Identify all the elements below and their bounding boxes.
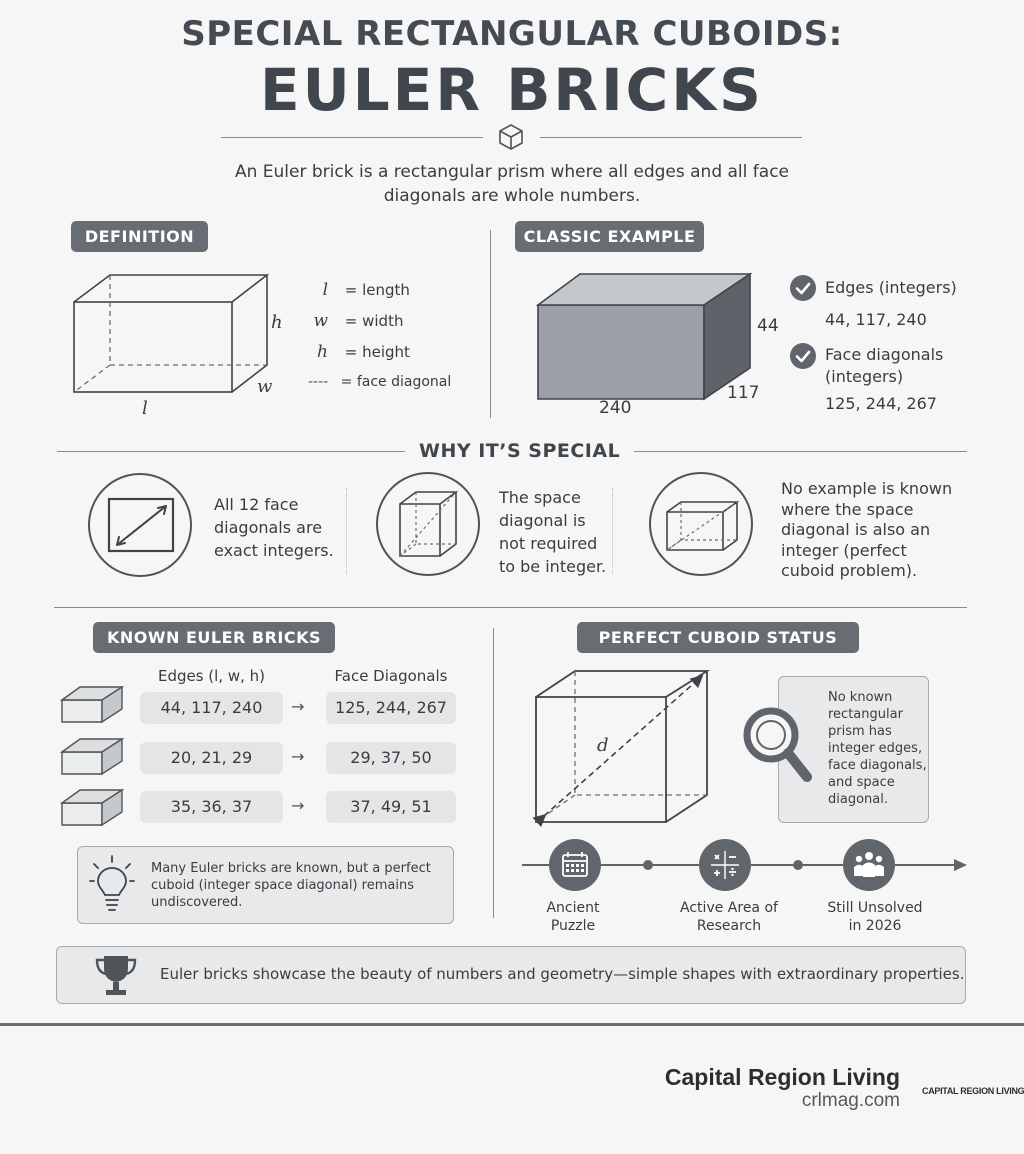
arrow-icon: →: [291, 697, 305, 716]
title-top: SPECIAL RECTANGULAR CUBOIDS:: [181, 14, 843, 54]
footer-brand: Capital Region Living: [664, 1064, 900, 1090]
why-line: diagonal is: [499, 511, 586, 530]
why-line: The space: [499, 488, 581, 507]
diagonals-label: Face diagonals: [825, 345, 944, 364]
page-title: EULER BRICKS: [260, 56, 764, 124]
brick-icon: [60, 684, 126, 726]
people-group-icon: [843, 839, 895, 891]
why-text-1: [214, 493, 334, 562]
note-line: rectangular: [828, 707, 903, 722]
footer-url: crlmag.com: [801, 1090, 900, 1111]
legend-height: [308, 342, 410, 362]
why-line: integer (perfect: [781, 540, 907, 560]
label-l: l: [142, 398, 148, 419]
timeline-circle-3: [843, 839, 895, 891]
why-text-2: [499, 486, 606, 578]
brick-diagonals: 37, 49, 51: [326, 791, 456, 823]
math-symbols-icon: [699, 839, 751, 891]
legend-face-diagonal: [308, 374, 451, 390]
why-line: All 12 face: [214, 495, 299, 514]
perfect-note-text: [828, 689, 927, 808]
diagonals-label-2: (integers): [825, 367, 904, 386]
edges-label: Edges (integers): [825, 278, 957, 297]
timeline-line-text: Still Unsolved: [827, 900, 923, 916]
column-header-edges: Edges (l, w, h): [157, 667, 266, 685]
trophy-icon: [94, 952, 138, 1000]
section-divider-top: [490, 230, 491, 418]
timeline-dot: [643, 860, 653, 870]
why-circle-2: [376, 472, 480, 576]
legend-symbol: l: [322, 280, 328, 300]
why-line: exact integers.: [214, 541, 334, 560]
legend-symbol: h: [317, 342, 328, 362]
legend-symbol: ----: [308, 374, 329, 390]
note-line: cuboid (integer space diagonal) remains: [151, 878, 414, 893]
note-line: and space: [828, 775, 895, 790]
dim-length: 240: [599, 398, 632, 418]
why-line: cuboid problem).: [781, 561, 918, 580]
label-h: h: [271, 312, 283, 333]
timeline-line-text: Active Area of: [680, 900, 778, 916]
brick-diagonals: 29, 37, 50: [326, 742, 456, 774]
definition-tag: DEFINITION: [71, 221, 208, 252]
check-icon: [790, 343, 816, 369]
why-line: where the space: [781, 499, 914, 519]
why-line: to be integer.: [499, 557, 607, 576]
timeline-dot: [793, 860, 803, 870]
note-line: Many Euler bricks are known, but a perfect: [151, 861, 431, 876]
section-divider-bottom: [493, 628, 494, 918]
brick-edges: 35, 36, 37: [140, 791, 283, 823]
timeline-arrow-icon: [954, 858, 968, 872]
timeline-circle-1: [549, 839, 601, 891]
label-d: d: [597, 735, 609, 756]
perfect-cuboid-icon: [651, 474, 751, 574]
classic-example-tag: CLASSIC EXAMPLE: [515, 221, 704, 252]
arrow-icon: →: [291, 796, 305, 815]
timeline-label-3: [815, 899, 935, 935]
footer-divider: [0, 1023, 1024, 1026]
note-line: face diagonals,: [828, 758, 927, 773]
brick-edges: 44, 117, 240: [140, 692, 283, 724]
legend-text: = face diagonal: [340, 374, 452, 390]
dim-height: 44: [757, 316, 779, 336]
cube-icon: [496, 122, 526, 152]
why-separator: [346, 488, 347, 574]
legend-text: = length: [344, 281, 410, 299]
brick-icon: [60, 787, 126, 829]
brick-icon: [60, 736, 126, 778]
timeline-label-2: [670, 899, 788, 935]
timeline-line-text: Puzzle: [550, 918, 596, 934]
edges-value: 44, 117, 240: [825, 310, 927, 329]
title-divider-left: [221, 137, 483, 138]
why-separator: [612, 488, 613, 574]
perfect-cuboid-tag: PERFECT CUBOID STATUS: [577, 622, 859, 653]
diagonal-arrow-icon: [90, 475, 190, 575]
arrow-icon: →: [291, 747, 305, 766]
why-circle-3: [649, 472, 753, 576]
timeline-circle-2: [699, 839, 751, 891]
why-circle-1: [88, 473, 192, 577]
column-header-diagonals: Face Diagonals: [334, 667, 448, 685]
why-text-3: [781, 479, 952, 582]
check-icon: [790, 275, 816, 301]
classic-brick-diagram: [530, 266, 760, 406]
dim-width: 117: [727, 383, 760, 403]
label-w: w: [257, 376, 273, 397]
calendar-icon: [549, 839, 601, 891]
known-bricks-tag: KNOWN EULER BRICKS: [93, 622, 335, 653]
timeline-line-text: in 2026: [848, 918, 902, 934]
space-diagonal-cube-diagram: [530, 665, 720, 830]
magnifier-icon: [741, 705, 815, 787]
why-line: No example is known: [781, 479, 953, 498]
space-diagonal-cube-icon: [378, 474, 478, 574]
note-line: No known: [828, 690, 893, 705]
section-divider-middle: [54, 607, 967, 608]
legend-length: [308, 280, 410, 300]
why-line: diagonal is also an: [781, 520, 931, 539]
known-note-text: [151, 860, 431, 911]
note-line: integer edges,: [828, 741, 923, 756]
diagonals-value: 125, 244, 267: [825, 394, 937, 413]
definition-box-diagram: [60, 265, 290, 420]
legend-symbol: w: [313, 311, 328, 331]
intro-text: An Euler brick is a rectangular prism where all edges and all face diagonals are whole numbers.: [234, 162, 789, 206]
why-line: diagonals are: [214, 518, 323, 537]
legend-text: = width: [344, 312, 404, 330]
timeline-line-text: Ancient: [546, 900, 600, 916]
closing-text: Euler bricks showcase the beauty of numbers and geometry—simple shapes with extraordinary properties.: [160, 965, 965, 983]
lightbulb-icon: [88, 854, 136, 914]
note-line: diagonal.: [828, 792, 888, 807]
brick-diagonals: 125, 244, 267: [326, 692, 456, 724]
why-line: not required: [499, 534, 598, 553]
why-special-title: WHY IT’S SPECIAL: [405, 440, 634, 462]
legend-text: = height: [344, 343, 410, 361]
title-divider-right: [540, 137, 802, 138]
timeline-label-1: [523, 899, 623, 935]
note-line: prism has: [828, 724, 892, 739]
timeline-line-text: Research: [696, 918, 762, 934]
note-line: undiscovered.: [151, 895, 243, 910]
legend-width: [308, 311, 403, 331]
brick-edges: 20, 21, 29: [140, 742, 283, 774]
footer-logo: CAPITAL REGION LIVING: [922, 1086, 1024, 1096]
